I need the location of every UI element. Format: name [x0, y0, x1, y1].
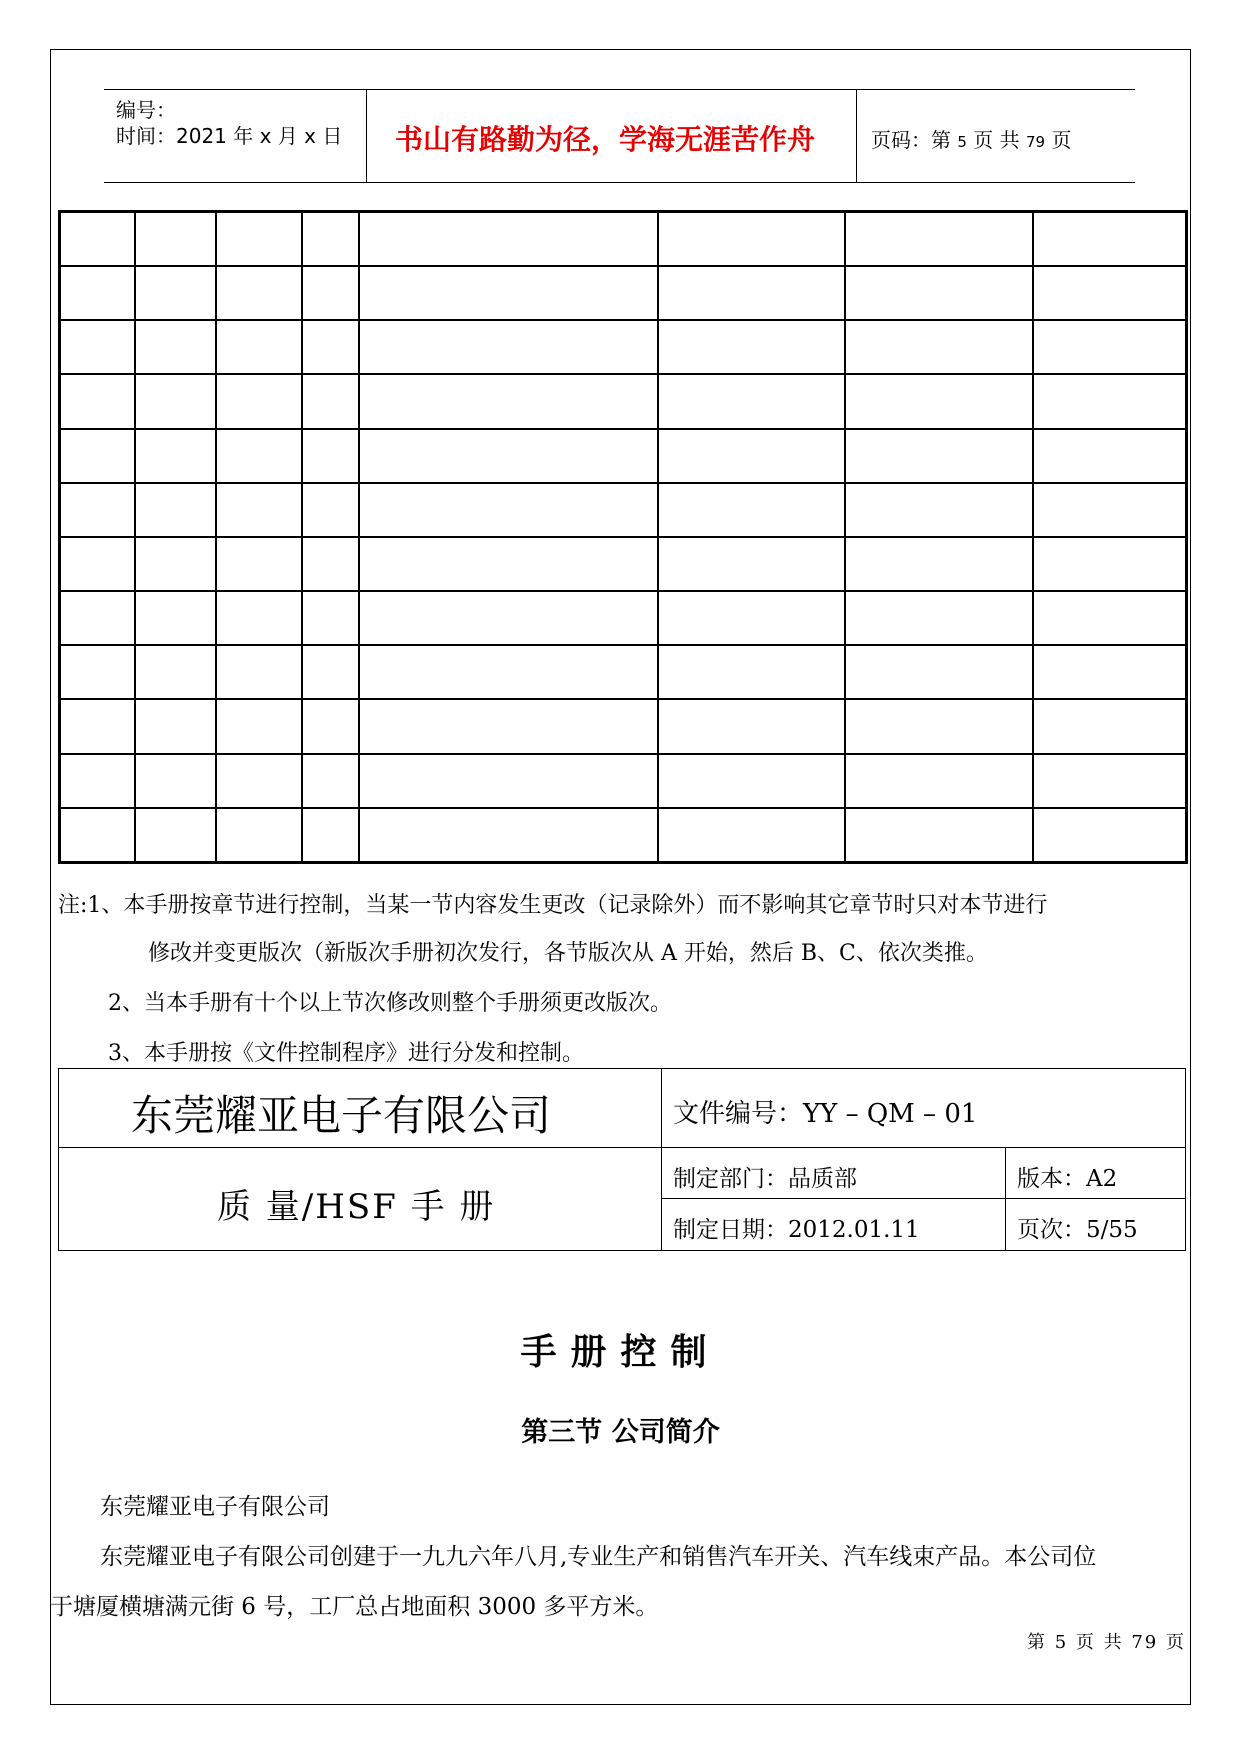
table-row [60, 320, 1187, 374]
table-row [60, 645, 1187, 699]
header-motto: 书山有路勤为径，学海无涯苦作舟 [395, 123, 816, 156]
note-2: 2、当本手册有十个以上节次修改则整个手册须更改版次。 [108, 991, 672, 1016]
page-total: 79 [1025, 133, 1046, 151]
info-col-divider-2 [1005, 1147, 1006, 1251]
table-cell [658, 808, 845, 863]
table-cell [302, 374, 359, 428]
table-row [60, 537, 1187, 591]
header-middle [367, 90, 857, 182]
table-cell [60, 212, 135, 267]
table-cell [60, 483, 135, 537]
table-cell [302, 808, 359, 863]
note-1: 注:1、本手册按章节进行控制，当某一节内容发生更改（记录除外）而不影响其它章节时只对本节进行 [58, 893, 1048, 918]
table-cell [60, 699, 135, 753]
table-cell [658, 266, 845, 320]
table-cell [658, 483, 845, 537]
table-cell [60, 645, 135, 699]
table-cell [658, 320, 845, 374]
table-cell [845, 374, 1033, 428]
table-cell [302, 754, 359, 808]
table-cell [135, 212, 216, 267]
dept: 制定部门：品质部 [673, 1166, 857, 1192]
table-row [60, 591, 1187, 645]
table-cell [1033, 699, 1187, 753]
page-header [104, 89, 1135, 183]
page-mid: 页 共 [973, 128, 1020, 152]
table-cell [60, 808, 135, 863]
table-cell [135, 645, 216, 699]
table-cell [302, 483, 359, 537]
table-cell [1033, 591, 1187, 645]
table-cell [135, 374, 216, 428]
table-cell [1033, 808, 1187, 863]
table-cell [302, 266, 359, 320]
table-cell [135, 537, 216, 591]
table-cell [845, 212, 1033, 267]
table-cell [845, 266, 1033, 320]
revision-table [58, 210, 1188, 864]
header-number-label: 编号： [116, 98, 176, 122]
table-cell [60, 754, 135, 808]
table-cell [60, 429, 135, 483]
table-cell [845, 320, 1033, 374]
table-cell [216, 429, 302, 483]
table-row [60, 483, 1187, 537]
table-cell [658, 645, 845, 699]
company-name: 东莞耀亚电子有限公司 [131, 1091, 552, 1140]
table-cell [1033, 320, 1187, 374]
table-cell [359, 483, 658, 537]
table-cell [1033, 645, 1187, 699]
body-paragraph-2-cont: 于塘厦横塘满元街 6 号，工厂总占地面积 3000 多平方米。 [50, 1594, 659, 1620]
table-cell [216, 483, 302, 537]
table-cell [359, 212, 658, 267]
table-cell [216, 537, 302, 591]
header-page-code [871, 124, 1071, 153]
table-cell [135, 699, 216, 753]
manual-name: 质 量/HSF 手 册 [217, 1187, 496, 1227]
table-row [60, 808, 1187, 863]
table-cell [845, 591, 1033, 645]
table-cell [135, 591, 216, 645]
table-cell [359, 537, 658, 591]
table-cell [135, 808, 216, 863]
company-info-table [58, 1068, 1186, 1251]
table-cell [216, 266, 302, 320]
table-cell [135, 483, 216, 537]
page-prefix: 页码：第 [871, 128, 951, 152]
table-cell [1033, 212, 1187, 267]
table-cell [359, 320, 658, 374]
table-cell [359, 591, 658, 645]
info-row-divider-2 [661, 1198, 1186, 1199]
table-cell [216, 699, 302, 753]
table-cell [135, 754, 216, 808]
header-right [857, 90, 1135, 182]
table-cell [658, 537, 845, 591]
body-paragraph-2: 东莞耀亚电子有限公司创建于一九九六年八月,专业生产和销售汽车开关、汽车线束产品。本公司位 [100, 1544, 1097, 1570]
table-cell [1033, 483, 1187, 537]
header-left [104, 90, 367, 182]
table-cell [658, 374, 845, 428]
table-cell [216, 320, 302, 374]
page-suffix: 页 [1051, 128, 1072, 152]
table-cell [845, 808, 1033, 863]
table-cell [359, 645, 658, 699]
table-cell [302, 699, 359, 753]
table-cell [359, 808, 658, 863]
table-cell [60, 266, 135, 320]
table-cell [302, 212, 359, 267]
version: 版本：A2 [1017, 1166, 1118, 1192]
page-title: 手册控制 [520, 1332, 721, 1373]
header-date: 时间：2021 年 x 月 x 日 [116, 124, 343, 148]
page-count: 页次：5/55 [1017, 1217, 1138, 1243]
table-cell [60, 320, 135, 374]
table-cell [216, 212, 302, 267]
table-cell [845, 645, 1033, 699]
info-col-divider [661, 1069, 662, 1250]
table-cell [216, 374, 302, 428]
table-cell [216, 645, 302, 699]
info-row-divider [59, 1147, 1185, 1148]
table-cell [359, 699, 658, 753]
table-cell [216, 808, 302, 863]
table-cell [845, 537, 1033, 591]
table-cell [60, 537, 135, 591]
table-cell [135, 320, 216, 374]
table-cell [1033, 374, 1187, 428]
table-cell [302, 645, 359, 699]
table-row [60, 754, 1187, 808]
section-heading: 第三节 公司简介 [521, 1417, 720, 1448]
table-row [60, 212, 1187, 267]
table-cell [302, 320, 359, 374]
table-cell [1033, 266, 1187, 320]
table-cell [302, 537, 359, 591]
table-cell [1033, 429, 1187, 483]
table-cell [135, 429, 216, 483]
table-cell [845, 699, 1033, 753]
table-row [60, 699, 1187, 753]
table-cell [302, 429, 359, 483]
table-cell [60, 591, 135, 645]
note-3: 3、本手册按《文件控制程序》进行分发和控制。 [108, 1041, 584, 1066]
page-footer: 第 5 页 共 79 页 [1027, 1632, 1186, 1653]
table-cell [658, 429, 845, 483]
table-cell [845, 483, 1033, 537]
table-cell [302, 591, 359, 645]
table-row [60, 429, 1187, 483]
table-row [60, 374, 1187, 428]
table-cell [135, 266, 216, 320]
table-cell [845, 754, 1033, 808]
doc-number: 文件编号：YY – QM – 01 [673, 1099, 978, 1129]
table-cell [658, 212, 845, 267]
table-cell [658, 754, 845, 808]
table-cell [658, 591, 845, 645]
issue-date: 制定日期：2012.01.11 [673, 1217, 920, 1243]
table-row [60, 266, 1187, 320]
table-cell [359, 374, 658, 428]
table-cell [359, 266, 658, 320]
table-cell [658, 699, 845, 753]
table-cell [359, 754, 658, 808]
body-paragraph-1: 东莞耀亚电子有限公司 [100, 1494, 330, 1520]
table-cell [1033, 754, 1187, 808]
table-cell [1033, 537, 1187, 591]
table-cell [60, 374, 135, 428]
table-cell [216, 754, 302, 808]
table-cell [359, 429, 658, 483]
table-cell [845, 429, 1033, 483]
page-number: 5 [957, 133, 967, 151]
table-cell [216, 591, 302, 645]
note-1-cont: 修改并变更版次（新版次手册初次发行，各节版次从 A 开始，然后 B、C、依次类推。 [148, 941, 988, 966]
